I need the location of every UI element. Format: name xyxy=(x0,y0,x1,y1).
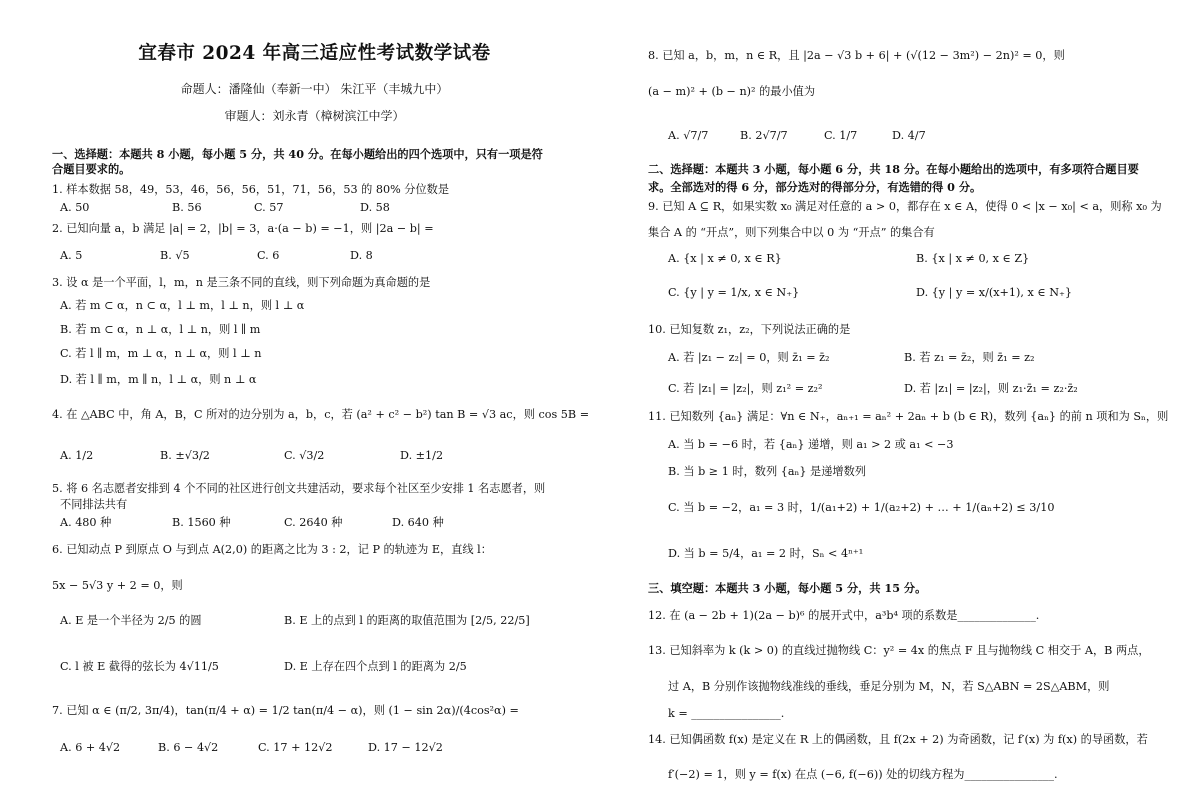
q13-line3: k = ________________. xyxy=(668,707,785,720)
q10-stem: 10. 已知复数 z₁，z₂，下列说法正确的是 xyxy=(648,323,851,336)
q6-option-a: A. E 是一个半径为 2/5 的圆 xyxy=(60,614,202,627)
reviewer-line: 审题人：刘永青（樟树滨江中学） xyxy=(224,109,405,123)
q11-stem: 11. 已知数列 {aₙ} 满足：∀n ∈ N₊，aₙ₊₁ = aₙ² + 2aₙ + b (b ∈ R)，数列 {aₙ} 的前 n 项和为 Sₙ，则 xyxy=(648,410,1169,423)
q2-option-a: A. 5 xyxy=(60,249,83,262)
section2-heading-cont: 求。全部选对的得 6 分，部分选对的得部分分，有选错的得 0 分。 xyxy=(648,180,982,194)
q9-option-a: A. {x | x ≠ 0, x ∈ R} xyxy=(668,252,782,265)
q6-option-b: B. E 上的点到 l 的距离的取值范围为 [2/5, 22/5] xyxy=(284,614,530,627)
q4-option-c: C. √3/2 xyxy=(284,449,325,462)
q3-option-d: D. 若 l ∥ m，m ∥ n，l ⊥ α，则 n ⊥ α xyxy=(60,373,257,386)
q11-option-b: B. 当 b ≥ 1 时，数列 {aₙ} 是递增数列 xyxy=(668,465,866,478)
q8-stem-cont: (a − m)² + (b − n)² 的最小值为 xyxy=(648,85,816,98)
q6-option-d: D. E 上存在四个点到 l 的距离为 2/5 xyxy=(284,660,467,673)
q3-option-b: B. 若 m ⊂ α，n ⊥ α，l ⊥ n，则 l ∥ m xyxy=(60,323,261,336)
q11-option-a: A. 当 b = −6 时，若 {aₙ} 递增，则 a₁ > 2 或 a₁ < −3 xyxy=(668,438,954,451)
q5-stem-cont: 不同排法共有 xyxy=(60,498,128,511)
q7-option-b: B. 6 − 4√2 xyxy=(158,741,219,754)
q14-line2: f′(−2) = 1，则 y = f(x) 在点 (−6, f(−6)) 处的切线方程为________________. xyxy=(668,768,1058,781)
q5-option-c: C. 2640 种 xyxy=(284,516,343,529)
q6-stem-cont: 5x − 5√3 y + 2 = 0，则 xyxy=(52,579,183,592)
q4-option-b: B. ±√3/2 xyxy=(160,449,210,462)
q7-option-c: C. 17 + 12√2 xyxy=(258,741,333,754)
q10-option-a: A. 若 |z₁ − z₂| = 0，则 z̄₁ = z̄₂ xyxy=(668,351,830,364)
q7-option-d: D. 17 − 12√2 xyxy=(368,741,443,754)
q11-option-d: D. 当 b = 5/4，a₁ = 2 时，Sₙ < 4ⁿ⁺¹ xyxy=(668,547,864,560)
q13-line2: 过 A，B 分别作该抛物线准线的垂线，垂足分别为 M，N，若 S△ABN = 2S△ABM，则 xyxy=(668,680,1110,693)
q5-option-b: B. 1560 种 xyxy=(172,516,231,529)
q3-option-a: A. 若 m ⊂ α，n ⊂ α，l ⊥ m，l ⊥ n，则 l ⊥ α xyxy=(60,299,305,312)
q1-option-d: D. 58 xyxy=(360,201,390,214)
section1-heading: 一、选择题：本题共 8 小题，每小题 5 分，共 40 分。在每小题给出的四个选项中，只有一项是符 xyxy=(52,147,543,161)
q10-option-c: C. 若 |z₁| = |z₂|，则 z₁² = z₂² xyxy=(668,382,823,395)
section3-heading: 三、填空题：本题共 3 小题，每小题 5 分，共 15 分。 xyxy=(648,581,927,595)
q2-option-d: D. 8 xyxy=(350,249,373,262)
q3-stem: 3. 设 α 是一个平面，l，m，n 是三条不同的直线，则下列命题为真命题的是 xyxy=(52,276,431,289)
q4-stem: 4. 在 △ABC 中，角 A，B，C 所对的边分别为 a，b，c，若 (a² + c² − b²) tan B = √3 ac，则 cos 5B = xyxy=(52,408,590,421)
q6-stem: 6. 已知动点 P 到原点 O 与到点 A(2,0) 的距离之比为 3 : 2，记 P 的轨迹为 E，直线 l： xyxy=(52,543,492,556)
q14-line1: 14. 已知偶函数 f(x) 是定义在 R 上的偶函数，且 f(2x + 2) 为奇函数，记 f′(x) 为 f(x) 的导函数，若 xyxy=(648,733,1148,746)
q1-option-a: A. 50 xyxy=(60,201,90,214)
section1-heading-cont: 合题目要求的。 xyxy=(52,162,131,176)
q5-stem: 5. 将 6 名志愿者安排到 4 个不同的社区进行创文共建活动，要求每个社区至少安排 1 名志愿者，则 xyxy=(52,482,546,495)
q12-stem: 12. 在 (a − 2b + 1)(2a − b)⁶ 的展开式中，a³b⁴ 项的系数是______________. xyxy=(648,609,1040,622)
q8-option-c: C. 1/7 xyxy=(824,129,858,142)
q13-line1: 13. 已知斜率为 k (k > 0) 的直线过抛物线 C：y² = 4x 的焦点 F 且与抛物线 C 相交于 A，B 两点， xyxy=(648,644,1150,657)
q5-option-d: D. 640 种 xyxy=(392,516,444,529)
q8-stem: 8. 已知 a，b，m，n ∈ R，且 |2a − √3 b + 6| + (√(12 − 3m²) − 2n)² = 0，则 xyxy=(648,49,1065,62)
q9-stem: 9. 已知 A ⊆ R，如果实数 x₀ 满足对任意的 a > 0，都存在 x ∈ A，使得 0 < |x − x₀| < a，则称 x₀ 为 xyxy=(648,200,1162,213)
q4-option-d: D. ±1/2 xyxy=(400,449,444,462)
q4-option-a: A. 1/2 xyxy=(60,449,94,462)
exam-title: 宜春市 2024 年高三适应性考试数学试卷 xyxy=(138,43,491,64)
q2-option-b: B. √5 xyxy=(160,249,190,262)
q9-option-d: D. {y | y = x/(x+1), x ∈ N₊} xyxy=(916,286,1073,299)
q9-stem-cont: 集合 A 的 “开点”，则下列集合中以 0 为 “开点” 的集合有 xyxy=(648,226,935,239)
q8-option-d: D. 4/7 xyxy=(892,129,926,142)
q2-stem: 2. 已知向量 a，b 满足 |a| = 2，|b| = 3，a·(a − b) = −1，则 |2a − b| = xyxy=(52,222,434,235)
q1-stem: 1. 样本数据 58，49，53，46，56，56，51，71，56，53 的 80% 分位数是 xyxy=(52,183,450,196)
q6-option-c: C. l 被 E 截得的弦长为 4√11/5 xyxy=(60,660,219,673)
authors-line: 命题人：潘隆仙（奉新一中） 朱江平（丰城九中） xyxy=(180,82,449,96)
q8-option-a: A. √7/7 xyxy=(668,129,709,142)
q9-option-c: C. {y | y = 1/x, x ∈ N₊} xyxy=(668,286,800,299)
q10-option-d: D. 若 |z₁| = |z₂|，则 z₁·z̄₁ = z₂·z̄₂ xyxy=(904,382,1078,395)
q11-option-c: C. 当 b = −2，a₁ = 3 时，1/(a₁+2) + 1/(a₂+2) + … + 1/(aₙ+2) ≤ 3/10 xyxy=(668,501,1055,514)
q5-option-a: A. 480 种 xyxy=(60,516,112,529)
q3-option-c: C. 若 l ∥ m，m ⊥ α，n ⊥ α，则 l ⊥ n xyxy=(60,347,262,360)
q7-stem: 7. 已知 α ∈ (π/2, 3π/4)，tan(π/4 + α) = 1/2 tan(π/4 − α)，则 (1 − sin 2α)/(4cos²α) = xyxy=(52,704,519,717)
q8-option-b: B. 2√7/7 xyxy=(740,129,788,142)
q2-option-c: C. 6 xyxy=(257,249,280,262)
q9-option-b: B. {x | x ≠ 0, x ∈ Z} xyxy=(916,252,1030,265)
section2-heading: 二、选择题：本题共 3 小题，每小题 6 分，共 18 分。在每小题给出的选项中，有多项符合题目要 xyxy=(648,162,1139,176)
q1-option-b: B. 56 xyxy=(172,201,202,214)
q1-option-c: C. 57 xyxy=(254,201,284,214)
q7-option-a: A. 6 + 4√2 xyxy=(60,741,121,754)
q10-option-b: B. 若 z₁ = z̄₂，则 z̄₁ = z₂ xyxy=(904,351,1035,364)
